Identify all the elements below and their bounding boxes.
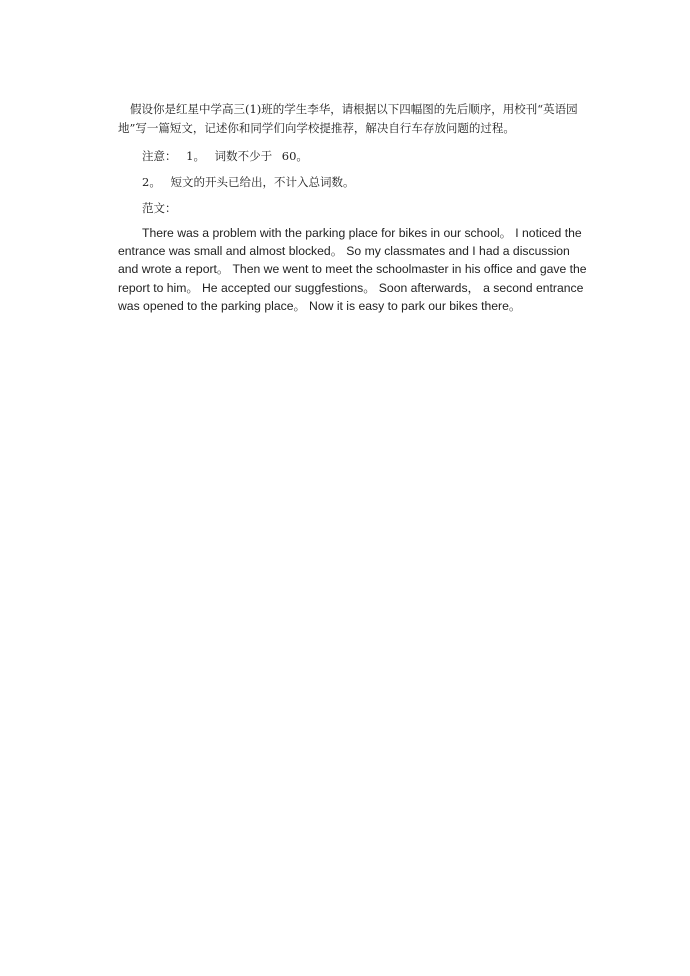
note-2-text: 短文的开头已给出，不计入总词数。 — [170, 175, 355, 189]
note-2-number: 2。 — [142, 175, 161, 189]
note-1-text: 词数不少于 — [214, 149, 273, 163]
note-1-number: 1。 — [186, 149, 205, 163]
note-line-2 — [118, 173, 588, 192]
sample-label: 范文： — [142, 201, 177, 215]
note-1-value: 60。 — [281, 149, 308, 163]
sample-essay: There was a problem with the parking place for bikes in our school。 I noticed the entrance was small and almost blocked。 So my classmates and I had a discussion and wrote a report。 Then we went to meet the schoolmaster in his office and gave the report to him。 He accepted our suggfestions。 Soon afterwards， a second entrance was opened to the parking place。 Now it is easy to park our bikes there。 — [118, 226, 587, 313]
note-label: 注意： — [142, 149, 177, 163]
note-line-1 — [118, 147, 588, 166]
writing-prompt: 假设你是红星中学高三(1)班的学生李华，请根据以下四幅图的先后顺序，用校刊“英语园地”写一篇短文，记述你和同学们向学校提推荐，解决自行车存放问题的过程。 — [118, 102, 578, 135]
document-body — [118, 100, 588, 315]
